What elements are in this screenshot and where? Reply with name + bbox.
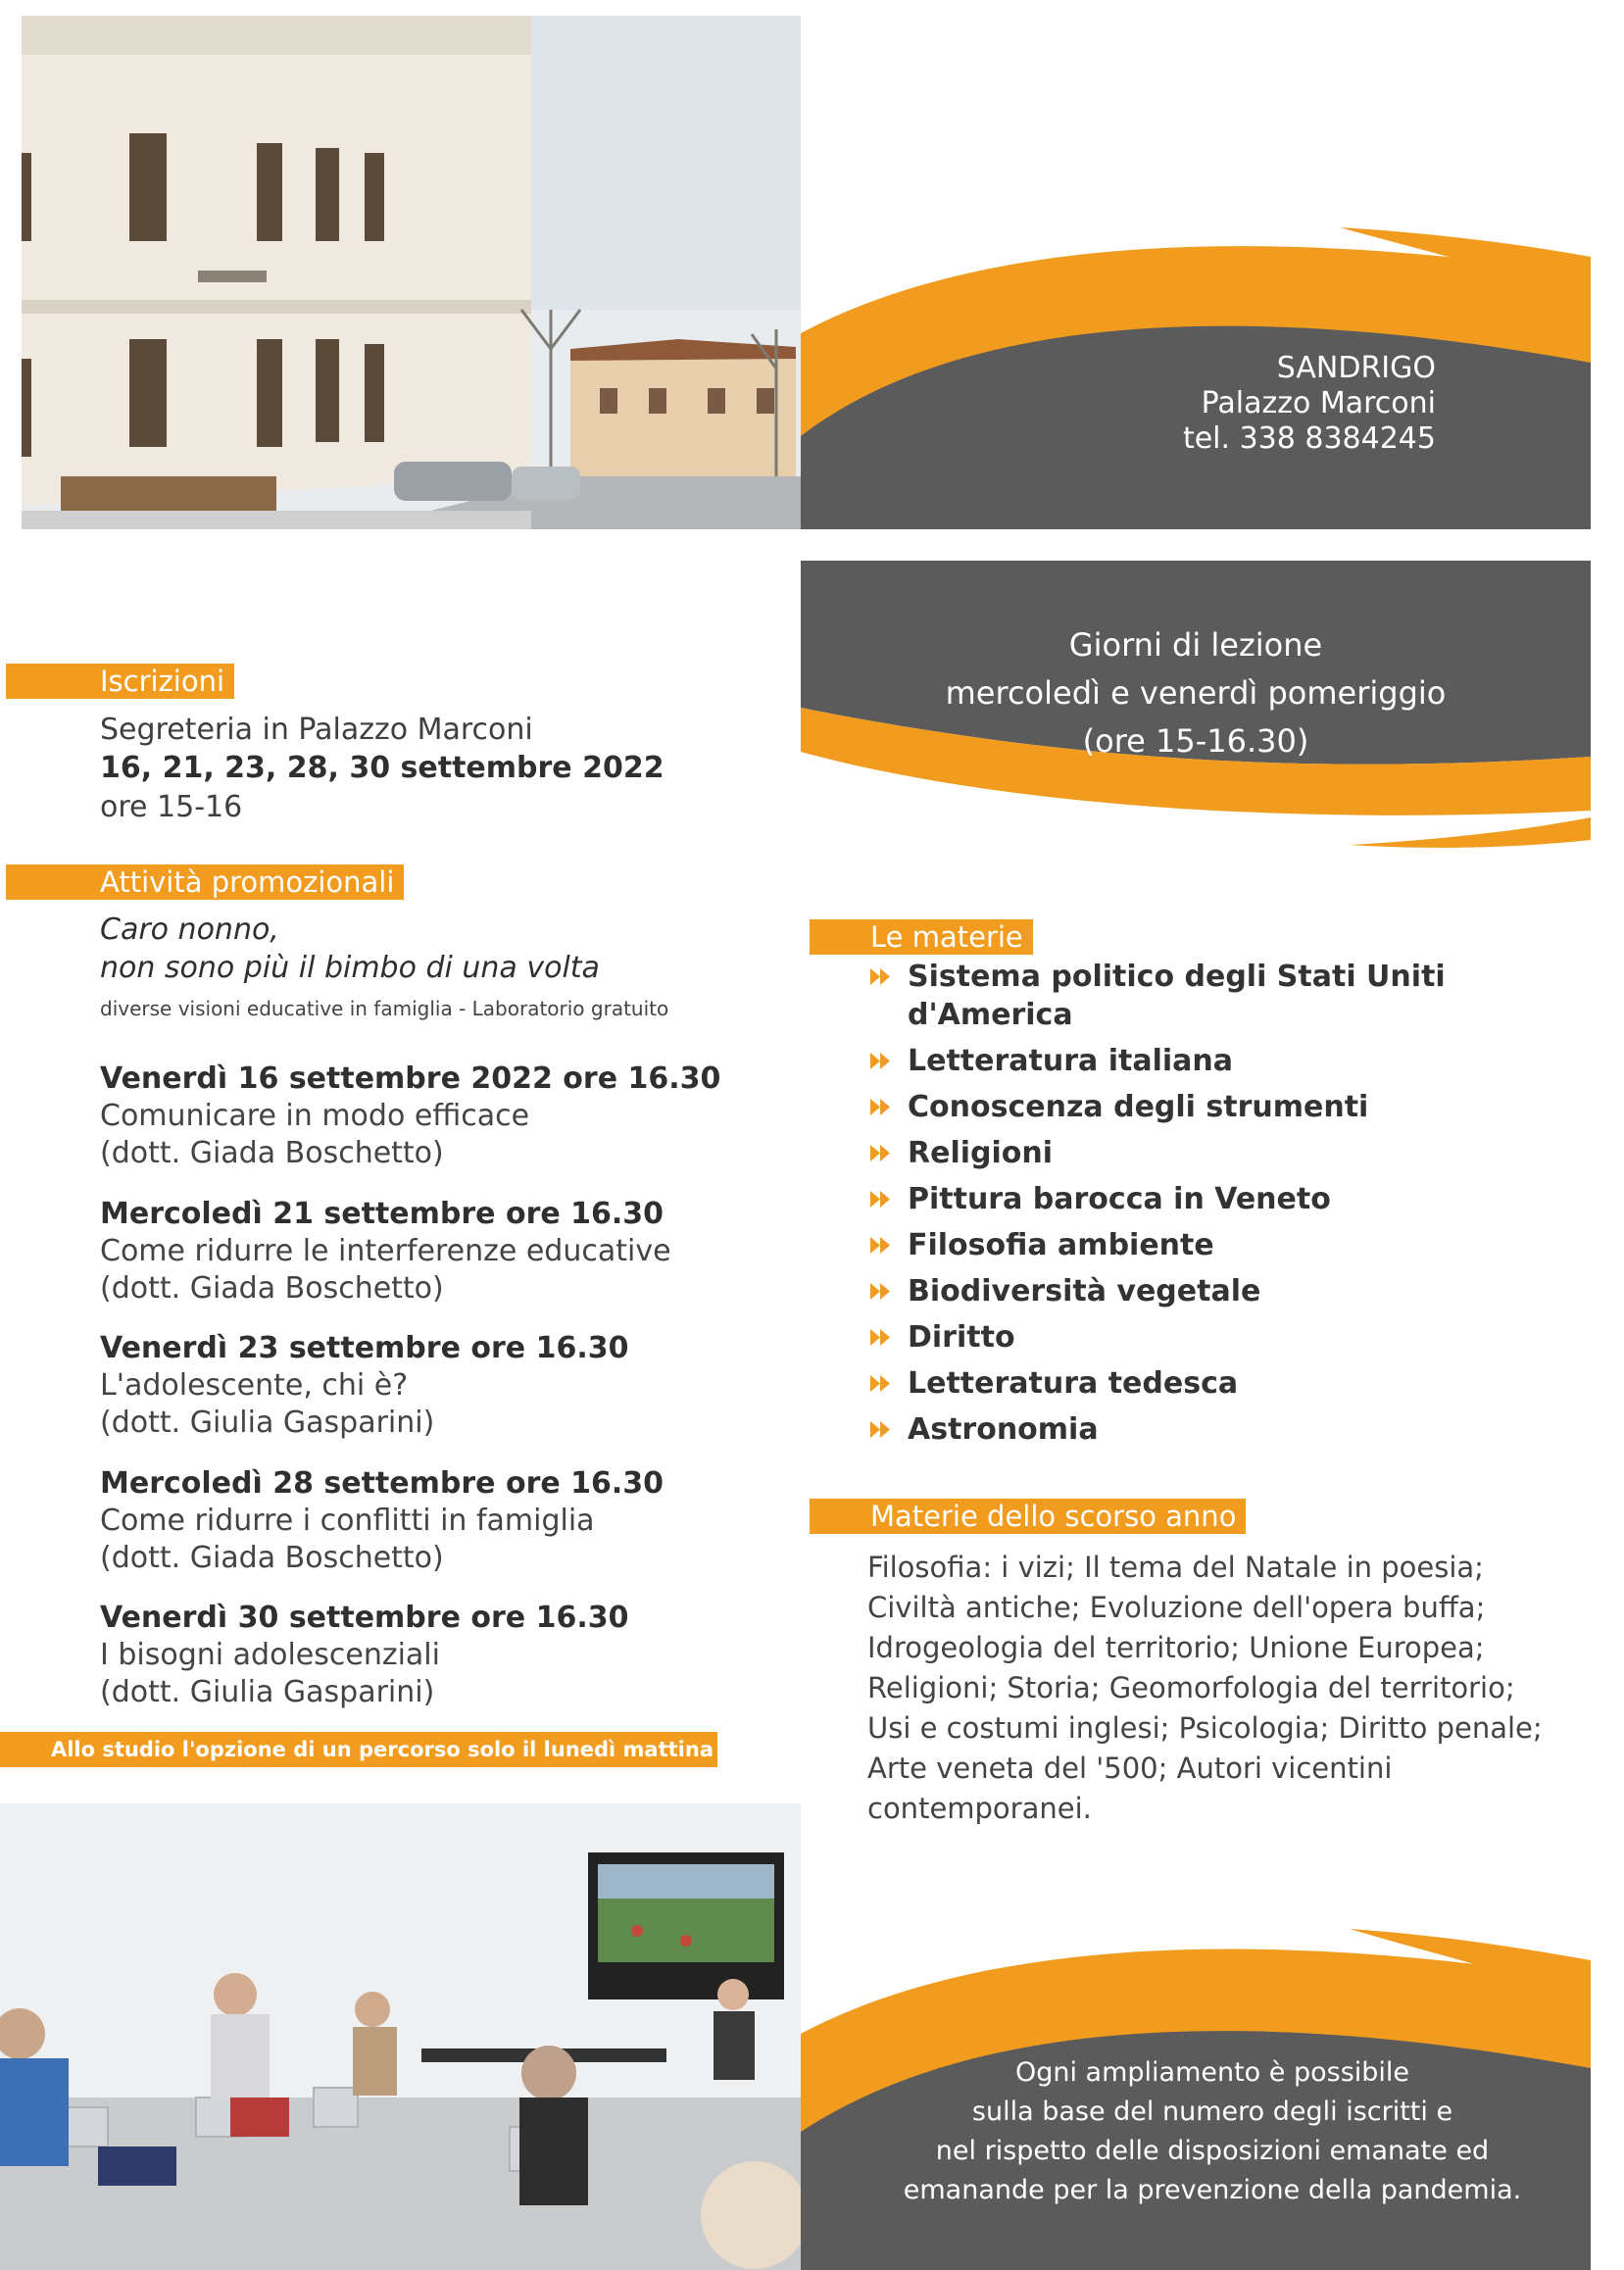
monday-option-note: Allo studio l'opzione di un percorso solo il lunedì mattina [0, 1732, 717, 1767]
venue-name: Palazzo Marconi [1201, 386, 1436, 420]
double-arrow-icon [870, 1283, 892, 1300]
subjects-list [870, 958, 1446, 1456]
event-date: Venerdì 30 settembre ore 16.30 [100, 1601, 629, 1635]
event-4 [100, 1465, 664, 1577]
iscrizioni-line1: Segreteria in Palazzo Marconi [100, 713, 533, 747]
list-item: Astronomia [870, 1410, 1446, 1449]
list-item: Diritto [870, 1318, 1446, 1357]
double-arrow-icon [870, 1329, 892, 1346]
double-arrow-icon [870, 1099, 892, 1115]
list-item: Filosofia ambiente [870, 1226, 1446, 1264]
list-item: Sistema politico degli Stati Uniti [870, 958, 1446, 996]
contact-text [1183, 351, 1436, 457]
event-topic: Comunicare in modo efficace [100, 1099, 530, 1133]
scorso-anno-text: Filosofia: i vizi; Il tema del Natale in poesia; Civiltà antiche; Evoluzione dell'opera buffa; Idrogeologia del territorio; Unione Europea; Religioni; Storia; Geomorfologia del territorio; Usi e costumi inglesi; Psicologia; Diritto penale; Arte veneta del '500; Autori vicentini contemporanei. [867, 1551, 1543, 1825]
event-2 [100, 1196, 671, 1308]
lesson-panel [801, 561, 1591, 855]
event-speaker: (dott. Giulia Gasparini) [100, 1675, 435, 1709]
event-topic: Come ridurre le interferenze educative [100, 1234, 671, 1268]
list-item: Letteratura tedesca [870, 1364, 1446, 1403]
building-photo [22, 16, 801, 529]
event-3 [100, 1330, 628, 1442]
promo-title2: non sono più il bimbo di una volta [100, 951, 600, 985]
lesson-days: mercoledì e venerdì pomeriggio [945, 674, 1447, 712]
double-arrow-icon [870, 968, 892, 985]
double-arrow-icon [870, 1375, 892, 1392]
double-arrow-icon [870, 1145, 892, 1161]
list-item: Biodiversità vegetale [870, 1272, 1446, 1310]
classroom-photo [0, 1803, 801, 2270]
event-speaker: (dott. Giada Boschetto) [100, 1541, 444, 1575]
promo-subtitle: diverse visioni educative in famiglia - Laboratorio gratuito [100, 997, 669, 1020]
double-arrow-icon [870, 1053, 892, 1069]
event-date: Mercoledì 28 settembre ore 16.30 [100, 1466, 664, 1501]
event-speaker: (dott. Giada Boschetto) [100, 1271, 444, 1306]
event-speaker: (dott. Giada Boschetto) [100, 1136, 444, 1170]
scorso-anno-label: Materie dello scorso anno [810, 1499, 1246, 1534]
promo-label: Attività promozionali [6, 864, 404, 900]
list-item-continuation: d'America [908, 998, 1073, 1032]
phone-number: tel. 338 8384245 [1182, 421, 1436, 456]
list-item: Conoscenza degli strumenti [870, 1088, 1446, 1126]
event-date: Venerdì 23 settembre ore 16.30 [100, 1331, 629, 1365]
list-item: Religioni [870, 1134, 1446, 1172]
note-line4: emanande per la prevenzione della pandemia. [903, 2175, 1522, 2205]
lesson-text [801, 621, 1591, 765]
event-date: Venerdì 16 settembre 2022 ore 16.30 [100, 1061, 721, 1096]
place-name: SANDRIGO [1276, 351, 1436, 385]
event-speaker: (dott. Giulia Gasparini) [100, 1406, 435, 1440]
promo-title1: Caro nonno, [100, 913, 279, 947]
iscrizioni-label: Iscrizioni [6, 664, 234, 699]
double-arrow-icon [870, 1421, 892, 1438]
iscrizioni-hours: ore 15-16 [100, 790, 243, 824]
event-5 [100, 1600, 628, 1711]
note-line1: Ogni ampliamento è possibile [1014, 2057, 1410, 2088]
double-arrow-icon [870, 1191, 892, 1208]
list-item: Letteratura italiana [870, 1042, 1446, 1080]
event-topic: L'adolescente, chi è? [100, 1368, 409, 1403]
materie-label: Le materie [810, 919, 1033, 955]
iscrizioni-dates: 16, 21, 23, 28, 30 settembre 2022 [100, 751, 664, 785]
list-item: Pittura barocca in Veneto [870, 1180, 1446, 1218]
note-line3: nel rispetto delle disposizioni emanate ed [935, 2136, 1490, 2166]
contact-panel [801, 216, 1591, 529]
note-text [899, 2053, 1526, 2210]
lesson-hours: (ore 15-16.30) [1082, 722, 1309, 760]
double-arrow-icon [870, 1237, 892, 1254]
event-1 [100, 1061, 720, 1172]
event-topic: I bisogni adolescenziali [100, 1638, 440, 1672]
note-panel [801, 1921, 1591, 2270]
note-line2: sulla base del numero degli iscritti e [971, 2097, 1453, 2127]
event-date: Mercoledì 21 settembre ore 16.30 [100, 1197, 664, 1231]
event-topic: Come ridurre i conflitti in famiglia [100, 1504, 595, 1538]
lesson-title: Giorni di lezione [1068, 626, 1323, 664]
